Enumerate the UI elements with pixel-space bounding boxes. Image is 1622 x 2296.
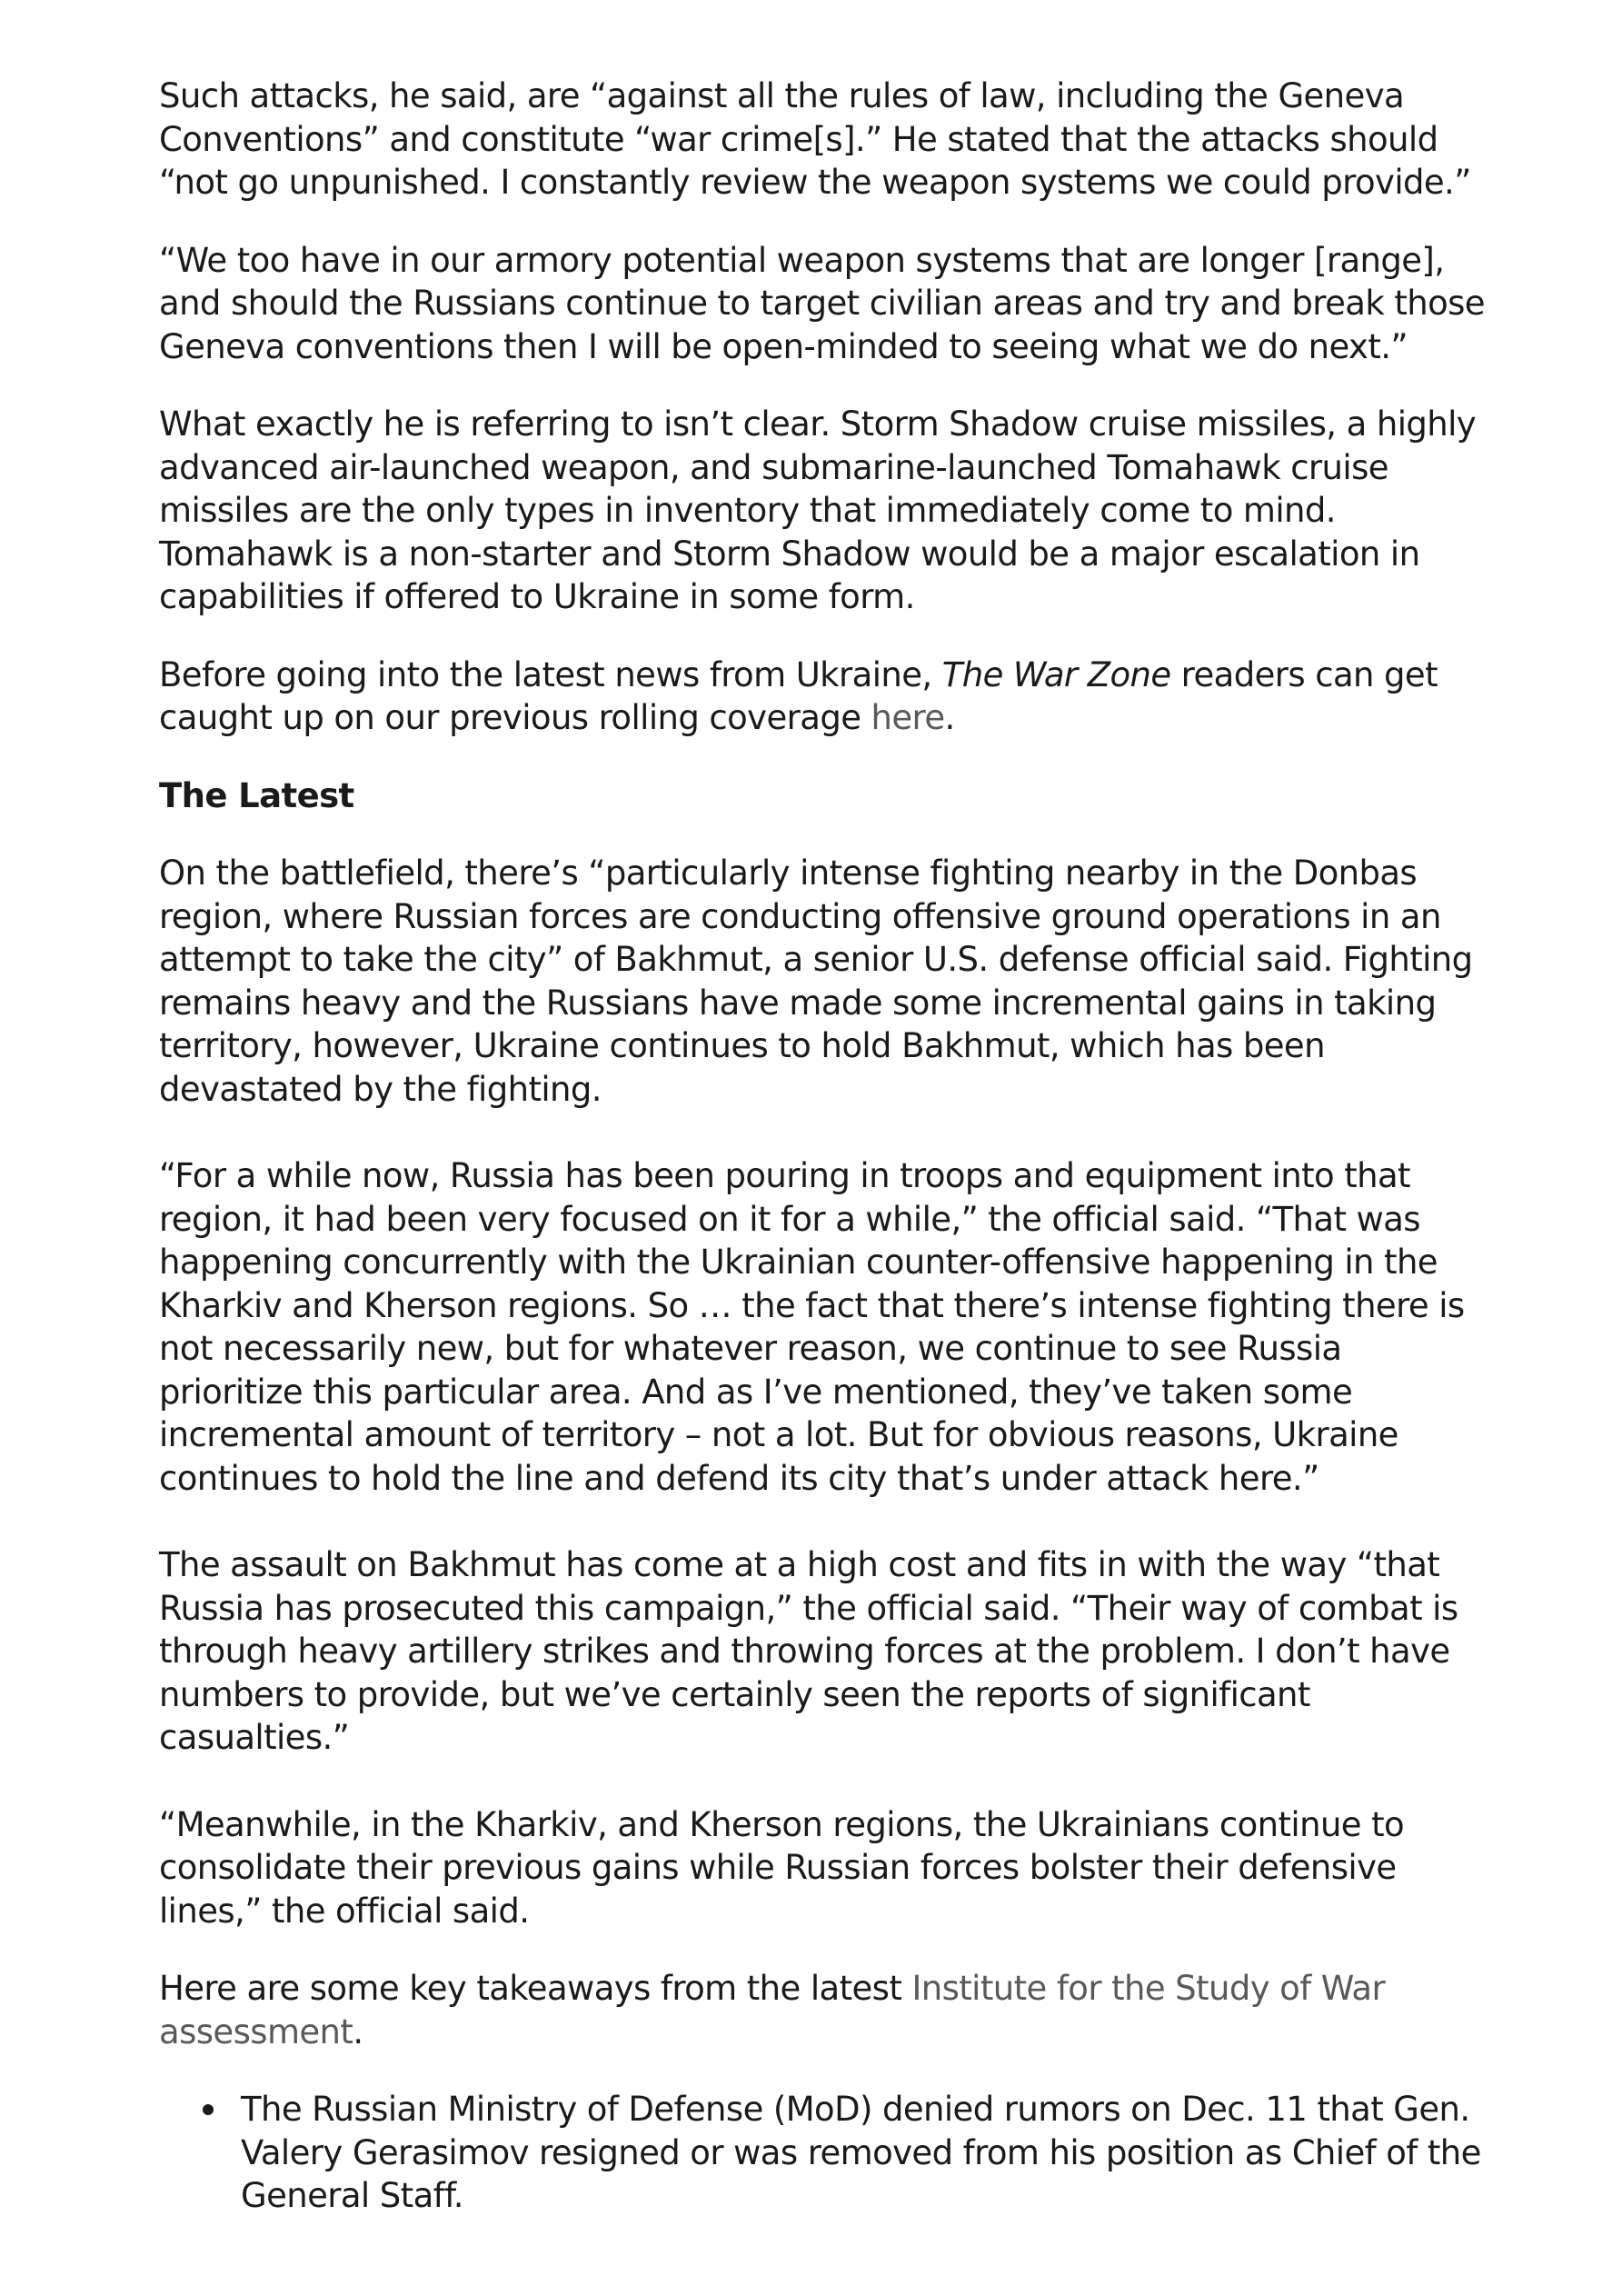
paragraph-official-quote: “For a while now, Russia has been pouring in troops and equipment into that region, it had been very focused on it for a while,” the official said. “That was happening concurrently with the Ukrainian counter-offensive happening in the Kharkiv and Kherson regions. So … the fact that there’s intense fighting there is not necessarily new, but for whatever reason, we continue to see Russia prioritize this particular area. And as I’ve mentioned, they’ve taken some incremental amount of territory – not a lot. But for obvious reasons, Ukraine continues to hold the line and defend its city that’s under attack here.” [159, 1156, 1465, 1498]
text-segment: Before going into the latest news from Ukraine, [159, 654, 942, 694]
list-item [241, 2088, 1486, 2218]
bullet-icon [203, 2104, 214, 2115]
text-segment: readers can get caught up on our previous rolling coverage [159, 654, 1438, 737]
publication-name: The War Zone [941, 654, 1171, 694]
paragraph-kharkiv-kherson: “Meanwhile, in the Kharkiv, and Kherson regions, the Ukrainians continue to consolidate their previous gains while Russian forces bolster their defensive lines,” the official said. [159, 1804, 1405, 1931]
paragraph-attacks-quote: Such attacks, he said, are “against all the rules of law, including the Geneva Conventions” and constitute “war crime[s].” He stated that the attacks should “not go unpunished. I constantly review the weapon systems we could provide.” [159, 76, 1471, 202]
paragraph-assault-cost: The assault on Bakhmut has come at a high cost and fits in with the way “that Russia has prosecuted this campaign,” the official said. “Their way of combat is through heavy artillery strikes and throwing forces at the problem. I don’t have numbers to provide, but we’ve certainly seen the reports of significant casualties.” [159, 1545, 1458, 1757]
coverage-link[interactable]: here [871, 698, 945, 737]
paragraph-weapon-systems-quote: “We too have in our armory potential weapon systems that are longer [range], and should the Russians continue to target civilian areas and try and break those Geneva conventions then I will be open-minded to seeing what we do next.” [159, 240, 1485, 366]
text-segment: . [944, 698, 955, 737]
paragraph-battlefield: On the battlefield, there’s “particularly intense fighting nearby in the Donbas region, where Russian forces are conducting offensive ground operations in an attempt to take the city” of Bakhmut, a senior U.S. defense official said. Fighting remains heavy and the Russians have made some incremental gains in taking territory, however, Ukraine continues to hold Bakhmut, which has been devastated by the fighting. [159, 854, 1473, 1109]
isw-assessment-link[interactable]: Institute for the Study of War assessment [159, 1969, 1386, 2051]
text-segment: Here are some key takeaways from the latest [159, 1969, 912, 2008]
paragraph-rolling-coverage [159, 654, 1486, 740]
article-body [159, 75, 1486, 2218]
takeaways-list [159, 2088, 1486, 2218]
text-segment: . [353, 2011, 363, 2051]
list-item-text: The Russian Ministry of Defense (MoD) denied rumors on Dec. 11 that Gen. Valery Gerasimov resigned or was removed from his position as Chief of the General Staff. [241, 2090, 1481, 2215]
paragraph-storm-shadow: What exactly he is referring to isn’t clear. Storm Shadow cruise missiles, a highly advanced air-launched weapon, and submarine-launched Tomahawk cruise missiles are the only types in inventory that immediately come to mind. Tomahawk is a non-starter and Storm Shadow would be a major escalation in capabilities if offered to Ukraine in some form. [159, 404, 1477, 616]
section-heading: The Latest [159, 775, 354, 815]
paragraph-key-takeaways [159, 1967, 1486, 2053]
